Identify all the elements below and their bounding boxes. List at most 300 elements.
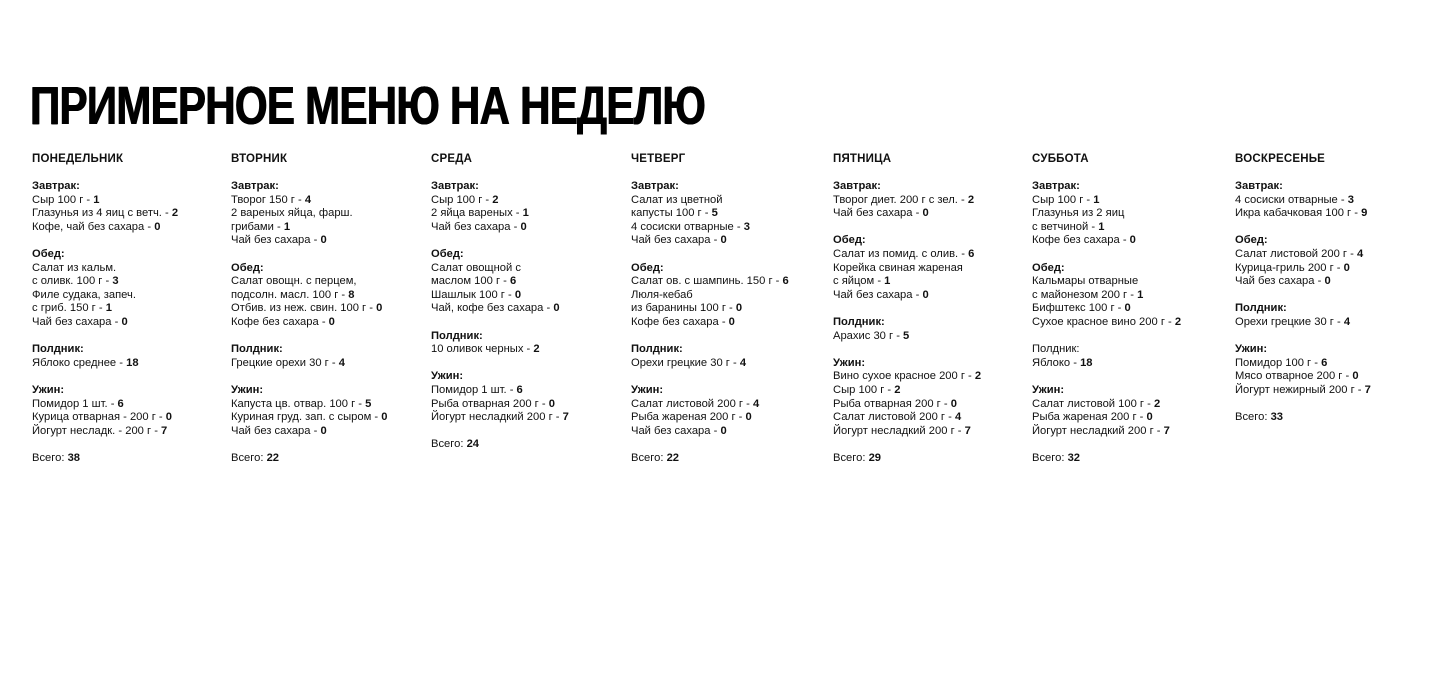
menu-item: 10 оливок черных - 2 [431, 343, 540, 356]
menu-item: Сыр 100 г - 1 [1032, 193, 1100, 206]
day-heading: ПЯТНИЦА [833, 153, 892, 165]
meal-block [431, 248, 626, 316]
menu-item-points: 4 [1343, 315, 1351, 328]
menu-item-points: 0 [1146, 411, 1153, 424]
menu-item-points: 4 [304, 193, 312, 206]
menu-item: Куриная груд. зап. с сыром - 0 [231, 411, 388, 424]
menu-item [1032, 275, 1227, 289]
menu-item: Чай без сахара - 0 [833, 207, 929, 220]
menu-item: Рыба жареная 200 г - 0 [1032, 411, 1153, 424]
menu-item-text: Кофе без сахара [631, 315, 719, 328]
meal-block [1235, 180, 1430, 221]
menu-item: Йогурт несладкий 200 г - 7 [431, 411, 569, 424]
menu-item-text: Шашлык 100 г [431, 288, 505, 301]
total-label: Всего: [431, 438, 464, 451]
meal-title: Завтрак: [431, 180, 479, 192]
menu-item: Сыр 100 г - 2 [431, 193, 499, 206]
menu-item-text: маслом 100 г [431, 275, 501, 288]
meal-title: Полдник: [1032, 343, 1080, 356]
menu-item-points: 2 [492, 193, 499, 206]
day-heading: ВОСКРЕСЕНЬЕ [1235, 153, 1326, 165]
meal-title: Ужин: [32, 383, 65, 396]
menu-item-text: Салат овощной с [431, 261, 521, 274]
menu-item: Рыба отварная 200 г - 0 [431, 397, 555, 410]
total-value: 33 [1270, 411, 1284, 424]
menu-item-points: 9 [1361, 207, 1368, 220]
menu-item-points: 0 [950, 397, 957, 410]
menu-item-points: 0 [520, 220, 527, 233]
menu-item-text: Чай без сахара [231, 234, 311, 247]
menu-item: Салат листовой 200 г - 4 [833, 411, 962, 424]
menu-item: Кофе без сахара - 0 [1032, 234, 1136, 247]
menu-item: Глазунья из 4 яиц с ветч. - 2 [32, 207, 179, 220]
meal-title: Завтрак: [1235, 180, 1283, 192]
menu-item: Чай без сахара - 0 [631, 424, 727, 437]
menu-item-text: Салат ов. с шампинь. 150 г [631, 275, 773, 288]
menu-item-text: Салат листовой 100 г [1032, 397, 1145, 410]
menu-item: Салат листовой 100 г - 2 [1032, 397, 1161, 410]
menu-item-text: Филе судака, запеч. [32, 288, 136, 301]
menu-item-points: 2 [1153, 397, 1161, 410]
meal-block [833, 234, 1028, 302]
menu-item: с майонезом 200 г - 1 [1032, 288, 1144, 301]
total-label: Всего: [1032, 451, 1065, 464]
menu-item-text: Йогурт несладкий 200 г [431, 411, 553, 424]
meal-block [231, 262, 426, 330]
menu-item-points: 4 [338, 356, 345, 369]
day-total [631, 452, 826, 466]
menu-item: Грецкие орехи 30 г - 4 [231, 356, 345, 369]
menu-item: Яблоко - 18 [1032, 356, 1093, 369]
menu-item: Кофе без сахара - 0 [231, 315, 335, 328]
meal-block [32, 180, 227, 234]
menu-item-text: из баранины 100 г [631, 302, 726, 315]
meal-title: Обед: [431, 247, 464, 260]
menu-item: Шашлык 100 г - 0 [431, 288, 522, 301]
menu-item: Чай, кофе без сахара - 0 [431, 302, 560, 315]
menu-item: с гриб. 150 г - 1 [32, 302, 112, 315]
menu-item-text: Салат листовой 200 г [833, 411, 946, 424]
menu-item-points: 4 [1356, 247, 1364, 260]
day-heading: ПОНЕДЕЛЬНИК [32, 153, 124, 165]
meal-block [32, 248, 227, 330]
menu-item-text: Салат листовой 200 г [631, 397, 744, 410]
menu-item [1032, 207, 1227, 221]
menu-item-points: 1 [283, 220, 291, 233]
meal-title: Ужин: [1235, 343, 1268, 356]
menu-item-text: с яйцом [833, 275, 875, 288]
meal-title: Обед: [231, 261, 264, 274]
menu-item-text: Кофе без сахара [1032, 234, 1120, 247]
menu-item: с яйцом - 1 [833, 275, 891, 288]
meal-block [833, 357, 1028, 439]
meal-title: Завтрак: [631, 180, 679, 192]
menu-item: 4 сосиски отварные - 3 [631, 220, 750, 233]
menu-item [631, 194, 826, 208]
menu-item [631, 289, 826, 303]
menu-item-text: 4 сосиски отварные [631, 220, 734, 233]
menu-item-text: Салат из цветной [631, 193, 723, 206]
meal-title: Обед: [1032, 261, 1065, 274]
menu-item: Салат из помид. с олив. - 6 [833, 247, 975, 260]
menu-item-points: 0 [1343, 261, 1350, 274]
menu-item-text: Йогурт несладкий 200 г [1032, 424, 1154, 437]
total-label: Всего: [1235, 411, 1268, 424]
meal-title: Ужин: [833, 356, 866, 369]
menu-item-text: Икра кабачковая 100 г [1235, 207, 1352, 220]
menu-item-text: Куриная груд. зап. с сыром [231, 411, 372, 424]
menu-item: Помидор 100 г - 6 [1235, 356, 1328, 369]
meal-title: Полдник: [231, 343, 283, 356]
menu-item-text: Сыр 100 г [32, 193, 84, 206]
menu-item-points: 0 [514, 288, 522, 301]
page-title: ПРИМЕРНОЕ МЕНЮ НА НЕДЕЛЮ [30, 76, 706, 136]
menu-item-text: Чай без сахара [833, 288, 913, 301]
meal-title: Завтрак: [833, 180, 881, 192]
menu-item-text: Творог диет. 200 г с зел. [833, 193, 958, 206]
menu-item [431, 262, 626, 276]
meal-block [231, 180, 426, 248]
menu-item-points: 2 [533, 343, 540, 356]
menu-item-text: с гриб. 150 г [32, 302, 96, 315]
meal-block [431, 330, 626, 357]
menu-item-text: Йогурт нежирный 200 г [1235, 383, 1355, 396]
menu-item-points: 5 [711, 207, 718, 220]
menu-item: Чай без сахара - 0 [631, 234, 727, 247]
menu-item-points: 2 [1174, 315, 1182, 328]
total-label: Всего: [631, 451, 664, 464]
menu-item-text: Йогурт несладкий 200 г [833, 424, 955, 437]
menu-item-points: 0 [1352, 370, 1359, 383]
menu-item: Капуста цв. отвар. 100 г - 5 [231, 397, 372, 410]
meal-title: Ужин: [231, 383, 264, 396]
menu-item: Помидор 1 шт. - 6 [431, 383, 523, 396]
meal-block [1032, 262, 1227, 330]
day-column [833, 153, 1028, 465]
menu-item: Сыр 100 г - 2 [833, 383, 901, 396]
menu-item-points: 6 [1321, 356, 1328, 369]
menu-item-points: 1 [1137, 288, 1144, 301]
day-column [631, 153, 826, 465]
menu-item-text: Глазунья из 2 яиц [1032, 207, 1125, 220]
day-heading: СРЕДА [431, 153, 473, 165]
menu-item-text: с ветчиной [1032, 220, 1089, 233]
menu-item: Кофе без сахара - 0 [631, 315, 735, 328]
menu-item-points: 7 [964, 424, 971, 437]
meal-block [231, 384, 426, 438]
menu-item-points: 0 [548, 397, 555, 410]
menu-item: из баранины 100 г - 0 [631, 302, 743, 315]
total-value: 22 [266, 451, 280, 464]
menu-item [231, 207, 426, 221]
menu-item: Салат листовой 200 г - 4 [631, 397, 760, 410]
menu-item: Вино сухое красное 200 г - 2 [833, 370, 982, 383]
menu-item-text: Капуста цв. отвар. 100 г [231, 397, 356, 410]
meal-title: Полдник: [32, 343, 84, 356]
total-label: Всего: [231, 451, 264, 464]
menu-item-text: Помидор 1 шт. [431, 383, 507, 396]
menu-item-text: Помидор 100 г [1235, 356, 1312, 369]
total-value: 32 [1067, 451, 1081, 464]
meal-block [833, 180, 1028, 221]
day-column [231, 153, 426, 465]
meal-block [833, 316, 1028, 343]
day-total [833, 452, 1028, 466]
menu-item-points: 2 [967, 193, 975, 206]
menu-item-points: 2 [974, 370, 982, 383]
menu-item-text: Сыр 100 г [1032, 193, 1084, 206]
meal-block [1032, 180, 1227, 248]
menu-item-points: 7 [1163, 424, 1170, 437]
menu-item-text: подсолн. масл. 100 г [231, 288, 339, 301]
menu-item-text: Салат из кальм. [32, 261, 117, 274]
menu-item-points: 0 [745, 411, 752, 424]
menu-item: Курица-гриль 200 г - 0 [1235, 261, 1350, 274]
menu-item-points: 0 [553, 302, 560, 315]
menu-item-text: Грецкие орехи 30 г [231, 356, 329, 369]
meal-block [32, 384, 227, 438]
menu-item-points: 1 [1093, 193, 1100, 206]
menu-item-text: Яблоко среднее [32, 356, 117, 369]
menu-item-text: грибами [231, 220, 274, 233]
menu-item-points: 4 [752, 397, 760, 410]
meal-block [431, 370, 626, 424]
menu-item: Творог диет. 200 г с зел. - 2 [833, 193, 975, 206]
menu-item: Йогурт несладкий 200 г - 7 [1032, 424, 1170, 437]
menu-item-points: 7 [1364, 383, 1371, 396]
menu-item-text: 2 вареных яйца, фарш. [231, 207, 353, 220]
menu-item-text: Сухое красное вино 200 г [1032, 315, 1165, 328]
menu-item: Сухое красное вино 200 г - 2 [1032, 315, 1182, 328]
menu-item-points: 4 [954, 411, 962, 424]
menu-item-points: 2 [894, 383, 901, 396]
menu-item: с оливк. 100 г - 3 [32, 275, 119, 288]
meal-block [32, 343, 227, 370]
menu-item-points: 0 [121, 315, 128, 328]
menu-item-points: 3 [743, 220, 750, 233]
menu-item-text: Сыр 100 г [833, 383, 885, 396]
meal-title: Полдник: [631, 343, 683, 356]
menu-item-text: Кофе без сахара [231, 315, 319, 328]
menu-item: Чай без сахара - 0 [231, 234, 327, 247]
menu-item: с ветчиной - 1 [1032, 220, 1105, 233]
meal-title: Обед: [32, 247, 65, 260]
menu-item: Икра кабачковая 100 г - 9 [1235, 207, 1368, 220]
menu-item-points: 1 [105, 302, 112, 315]
menu-item-text: Яблоко [1032, 356, 1071, 369]
menu-item-text: Мясо отварное 200 г [1235, 370, 1343, 383]
menu-item-text: с майонезом 200 г [1032, 288, 1128, 301]
menu-item: Яблоко среднее - 18 [32, 356, 139, 369]
menu-item-points: 0 [735, 302, 743, 315]
menu-item: 2 яйца вареных - 1 [431, 207, 529, 220]
menu-item-points: 6 [510, 275, 517, 288]
day-total [431, 438, 626, 452]
menu-item-text: Кальмары отварные [1032, 275, 1139, 288]
menu-item-points: 18 [126, 356, 139, 369]
day-total [231, 452, 426, 466]
day-column [1235, 153, 1430, 425]
meal-block [631, 262, 826, 330]
menu-item-points: 1 [884, 275, 891, 288]
menu-item: Кофе, чай без сахара - 0 [32, 220, 161, 233]
menu-item: Чай без сахара - 0 [431, 220, 527, 233]
total-value: 22 [666, 451, 680, 464]
menu-item-text: Чай без сахара [631, 234, 711, 247]
menu-item-text: Рыба жареная 200 г [1032, 411, 1137, 424]
total-label: Всего: [833, 451, 866, 464]
meal-block [631, 180, 826, 248]
meal-title: Завтрак: [1032, 180, 1080, 192]
menu-item: Бифштекс 100 г - 0 [1032, 302, 1131, 315]
meal-title: Полдник: [431, 329, 483, 342]
meal-title: Полдник: [833, 315, 885, 328]
menu-item-points: 3 [1347, 193, 1354, 206]
menu-item-points: 6 [968, 247, 975, 260]
menu-item: маслом 100 г - 6 [431, 275, 517, 288]
menu-item: грибами - 1 [231, 220, 291, 233]
menu-item: подсолн. масл. 100 г - 8 [231, 288, 355, 301]
menu-item-text: Творог 150 г [231, 193, 295, 206]
day-heading: СУББОТА [1032, 153, 1089, 165]
menu-item-text: Арахис 30 г [833, 329, 894, 342]
menu-item-text: Курица отварная - 200 г [32, 411, 156, 424]
total-value: 38 [67, 451, 81, 464]
menu-item-text: Орехи грецкие 30 г [631, 356, 730, 369]
menu-item-text: Чай без сахара [1235, 275, 1315, 288]
menu-item: Салат листовой 200 г - 4 [1235, 247, 1364, 260]
meal-title: Полдник: [1235, 302, 1287, 315]
menu-item: Чай без сахара - 0 [231, 424, 327, 437]
menu-item-points: 0 [1124, 302, 1131, 315]
menu-item: капусты 100 г - 5 [631, 207, 718, 220]
menu-item-text: Отбив. из неж. свин. 100 г [231, 302, 367, 315]
menu-item-points: 0 [720, 234, 727, 247]
menu-item: Рыба жареная 200 г - 0 [631, 411, 752, 424]
menu-item-text: Помидор 1 шт. [32, 397, 108, 410]
menu-item-text: Кофе, чай без сахара [32, 220, 145, 233]
menu-item-text: Чай без сахара [32, 315, 112, 328]
menu-item-text: Рыба отварная 200 г [833, 397, 941, 410]
menu-item: Йогурт несладкий 200 г - 7 [833, 424, 971, 437]
menu-item-points: 0 [728, 315, 735, 328]
meal-title: Завтрак: [231, 180, 279, 192]
menu-item [32, 289, 227, 303]
menu-item-text: Рыба отварная 200 г [431, 397, 539, 410]
meal-title: Обед: [631, 261, 664, 274]
menu-item-text: Сыр 100 г [431, 193, 483, 206]
menu-item-points: 1 [1098, 220, 1105, 233]
menu-item-text: Чай без сахара [833, 207, 913, 220]
menu-item: Орехи грецкие 30 г - 4 [631, 356, 747, 369]
menu-item-text: Люля-кебаб [631, 288, 693, 301]
menu-item-points: 6 [782, 275, 789, 288]
menu-item: Рыба отварная 200 г - 0 [833, 397, 957, 410]
menu-item-points: 6 [516, 383, 523, 396]
menu-item-text: Глазунья из 4 яиц с ветч. [32, 207, 162, 220]
menu-item-points: 0 [922, 288, 929, 301]
menu-item-points: 0 [154, 220, 161, 233]
menu-item: Йогурт несладк. - 200 г - 7 [32, 424, 168, 437]
total-value: 24 [466, 438, 480, 451]
meal-block [1032, 343, 1227, 370]
menu-item: 4 сосиски отварные - 3 [1235, 193, 1354, 206]
menu-item-text: Рыба жареная 200 г [631, 411, 736, 424]
day-total [32, 452, 227, 466]
meal-block [1032, 384, 1227, 438]
menu-item-points: 0 [381, 411, 388, 424]
menu-item-text: Бифштекс 100 г [1032, 302, 1115, 315]
day-heading: ЧЕТВЕРГ [631, 153, 686, 165]
meal-title: Обед: [833, 234, 866, 247]
menu-item-text: Орехи грецкие 30 г [1235, 315, 1334, 328]
menu-item-points: 0 [328, 315, 335, 328]
menu-item-text: 2 яйца вареных [431, 207, 513, 220]
menu-item-text: Чай, кофе без сахара [431, 302, 544, 315]
menu-item-points: 18 [1080, 356, 1093, 369]
menu-item-text: капусты 100 г [631, 207, 702, 220]
menu-item-points: 1 [522, 207, 529, 220]
total-label: Всего: [32, 451, 65, 464]
meal-block [1235, 343, 1430, 397]
meal-title: Обед: [1235, 234, 1268, 247]
menu-item-text: Чай без сахара [631, 424, 711, 437]
menu-item-points: 6 [117, 397, 124, 410]
menu-item-points: 0 [1129, 234, 1136, 247]
menu-item [32, 262, 227, 276]
menu-item-points: 0 [320, 424, 327, 437]
menu-item: Сыр 100 г - 1 [32, 193, 100, 206]
meal-block [631, 384, 826, 438]
menu-item: Мясо отварное 200 г - 0 [1235, 370, 1359, 383]
menu-item: Помидор 1 шт. - 6 [32, 397, 124, 410]
menu-item-points: 0 [376, 302, 383, 315]
meal-title: Ужин: [1032, 383, 1065, 396]
meal-block [431, 180, 626, 234]
menu-item-points: 0 [1324, 275, 1331, 288]
menu-item: Курица отварная - 200 г - 0 [32, 411, 172, 424]
menu-item-points: 0 [165, 411, 172, 424]
meal-title: Ужин: [631, 383, 664, 396]
day-total [1032, 452, 1227, 466]
menu-item: Чай без сахара - 0 [833, 288, 929, 301]
total-value: 29 [868, 451, 882, 464]
menu-item-text: Корейка свиная жареная [833, 261, 963, 274]
menu-item-points: 7 [161, 424, 168, 437]
menu-item [833, 262, 1028, 276]
menu-item-points: 4 [739, 356, 747, 369]
day-column [431, 153, 626, 452]
meal-block [231, 343, 426, 370]
menu-item: Салат ов. с шампинь. 150 г - 6 [631, 275, 789, 288]
meal-title: Ужин: [431, 370, 464, 383]
day-heading: ВТОРНИК [231, 153, 288, 165]
menu-item-points: 7 [562, 411, 569, 424]
menu-item-text: 4 сосиски отварные [1235, 193, 1338, 206]
menu-item-points: 3 [112, 275, 119, 288]
menu-item-points: 0 [922, 207, 929, 220]
menu-item-points: 1 [93, 193, 100, 206]
menu-item: Отбив. из неж. свин. 100 г - 0 [231, 302, 383, 315]
menu-item-text: Салат листовой 200 г [1235, 247, 1348, 260]
menu-item: Арахис 30 г - 5 [833, 329, 910, 342]
meal-block [631, 343, 826, 370]
menu-item-text: Салат из помид. с олив. [833, 247, 959, 260]
menu-item: Творог 150 г - 4 [231, 193, 312, 206]
meal-title: Завтрак: [32, 180, 80, 192]
menu-item: Орехи грецкие 30 г - 4 [1235, 315, 1351, 328]
menu-item-text: Чай без сахара [431, 220, 511, 233]
